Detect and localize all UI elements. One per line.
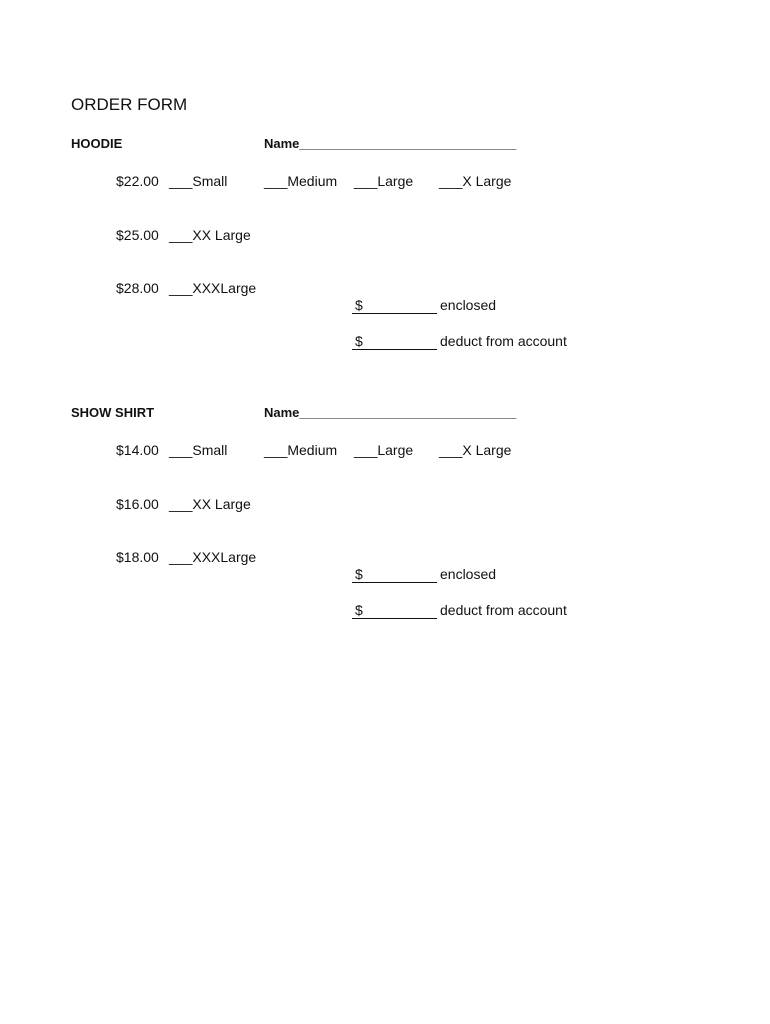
currency-symbol: $ xyxy=(355,333,363,349)
payment-label-deduct: deduct from account xyxy=(440,602,567,618)
payment-label-enclosed: enclosed xyxy=(440,297,497,313)
size-option-xx-large[interactable]: ___XX Large xyxy=(169,227,251,243)
currency-symbol: $ xyxy=(355,297,363,313)
section-heading: HOODIE xyxy=(71,136,123,151)
section-hoodie xyxy=(0,0,770,349)
price-label: $25.00 xyxy=(116,227,159,243)
price-label: $18.00 xyxy=(116,549,159,565)
size-option-large[interactable]: ___Large xyxy=(354,173,414,189)
name-field[interactable]: Name______________________________ xyxy=(264,405,517,420)
size-option-x-large[interactable]: ___X Large xyxy=(439,173,512,189)
size-option-xxx-large[interactable]: ___XXXLarge xyxy=(169,549,257,565)
section-heading: SHOW SHIRT xyxy=(71,405,155,420)
payment-label-enclosed: enclosed xyxy=(440,566,497,582)
price-label: $14.00 xyxy=(116,442,159,458)
size-option-small[interactable]: ___Small xyxy=(169,442,228,458)
payment-label-deduct: deduct from account xyxy=(440,333,567,349)
size-option-medium[interactable]: ___Medium xyxy=(264,173,338,189)
size-option-xxx-large[interactable]: ___XXXLarge xyxy=(169,280,257,296)
amount-deduct-line[interactable] xyxy=(352,618,437,619)
page-title: ORDER FORM xyxy=(71,95,188,114)
currency-symbol: $ xyxy=(355,602,363,618)
price-label: $28.00 xyxy=(116,280,159,296)
price-label: $16.00 xyxy=(116,496,159,512)
price-label: $22.00 xyxy=(116,173,159,189)
size-option-x-large[interactable]: ___X Large xyxy=(439,442,512,458)
name-field[interactable]: Name______________________________ xyxy=(264,136,517,151)
size-option-medium[interactable]: ___Medium xyxy=(264,442,338,458)
size-option-xx-large[interactable]: ___XX Large xyxy=(169,496,251,512)
currency-symbol: $ xyxy=(355,566,363,582)
amount-enclosed-line[interactable] xyxy=(352,582,437,583)
size-option-small[interactable]: ___Small xyxy=(169,173,228,189)
size-option-large[interactable]: ___Large xyxy=(354,442,414,458)
section-show-shirt xyxy=(0,269,770,618)
